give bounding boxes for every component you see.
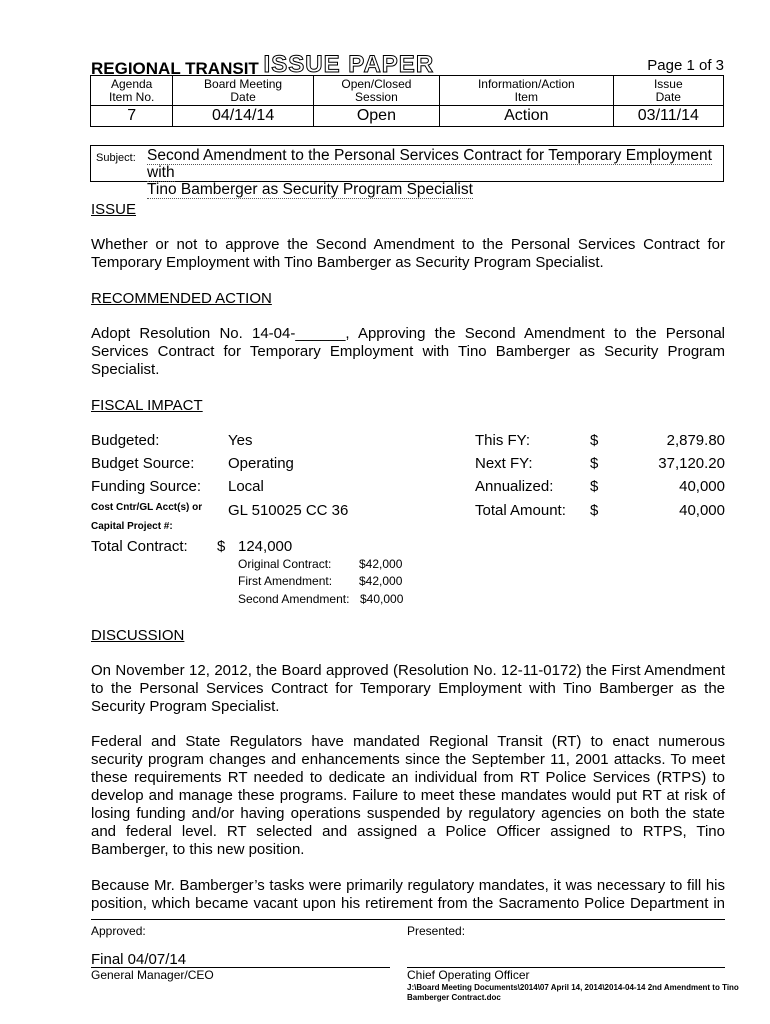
file-path: J:\Board Meeting Documents\2014\07 April 14, 2014\2014-04-14 2nd Amendment to Tino Bamberger Contract.doc (407, 983, 739, 1002)
subject-label: Subject: (96, 152, 136, 164)
total-amount-value: 40,000 (679, 502, 725, 519)
value-board-date: 04/14/14 (173, 106, 313, 127)
value-info-action: Action (440, 106, 614, 127)
funding-source-value: Local (228, 478, 264, 495)
original-contract-label: Original Contract: (238, 557, 332, 571)
next-fy-label: Next FY: (475, 455, 533, 472)
subject-box (90, 145, 724, 198)
coo-title: Chief Operating Officer (407, 968, 530, 982)
presented-label: Presented: (407, 924, 466, 938)
next-fy-value: 37,120.20 (658, 455, 725, 472)
label-session: Open/Closed Session (313, 76, 439, 106)
final-date: Final 04/07/14 (91, 951, 187, 968)
annualized-label: Annualized: (475, 478, 554, 495)
currency-symbol: $ (590, 455, 599, 472)
discussion-paragraph-3: Because Mr. Bamberger’s tasks were primarily regulatory mandates, it was necessary to fill his position, which became vacant upon his retirement from the Sacramento Police Department in (91, 877, 725, 912)
footer-divider (91, 919, 725, 920)
page-number: Page 1 of 3 (647, 57, 724, 74)
recommended-heading: RECOMMENDED ACTION (91, 290, 272, 307)
label-info-action: Information/Action Item (440, 76, 614, 106)
cost-center-value: GL 510025 CC 36 (228, 502, 349, 519)
title-outline: ISSUE PAPER (263, 51, 435, 78)
value-issue-date: 03/11/14 (613, 106, 723, 127)
recommended-text: Adopt Resolution No. 14-04-______, Approving the Second Amendment to the Personal Services Contract for Temporary Employment with Tino Bamberger as Security Program Specialist. (91, 325, 725, 378)
total-amount-label: Total Amount: (475, 502, 566, 519)
discussion-heading: DISCUSSION (91, 627, 185, 644)
funding-source-label: Funding Source: (91, 478, 202, 495)
second-amendment-value: $40,000 (360, 592, 404, 606)
currency-symbol: $ (590, 478, 599, 495)
currency-symbol: $ (590, 432, 599, 449)
this-fy-label: This FY: (475, 432, 531, 449)
original-contract-value: $42,000 (359, 557, 403, 571)
total-contract-value: 124,000 (238, 538, 293, 555)
currency-symbol: $ (590, 502, 599, 519)
discussion-paragraph-1: On November 12, 2012, the Board approved (Resolution No. 12-11-0172) the First Amendment to the Personal Services Contract for Temporary Employment with Tino Bamberger as the Security Program Specialist. (91, 662, 725, 715)
label-issue-date: Issue Date (613, 76, 723, 106)
label-agenda: Agenda Item No. (91, 76, 173, 106)
value-agenda: 7 (91, 106, 173, 127)
cost-center-label: Cost Cntr/GL Acct(s) or (91, 502, 203, 513)
total-contract-label: Total Contract: (91, 538, 188, 555)
first-amendment-value: $42,000 (359, 574, 403, 588)
second-amendment-label: Second Amendment: (238, 592, 350, 606)
budget-source-label: Budget Source: (91, 455, 195, 472)
subject-text: Second Amendment to the Personal Services Contract for Temporary Employment with Tino Bamberger as Security Program Specialist (147, 147, 712, 198)
label-board-date: Board Meeting Date (173, 76, 313, 106)
budgeted-value: Yes (228, 432, 253, 449)
budgeted-label: Budgeted: (91, 432, 160, 449)
capital-project-label: Capital Project #: (91, 521, 173, 532)
annualized-value: 40,000 (679, 478, 725, 495)
total-contract-currency: $ (217, 538, 226, 555)
approved-label: Approved: (91, 924, 146, 938)
gm-title: General Manager/CEO (91, 968, 214, 982)
budget-source-value: Operating (228, 455, 294, 472)
first-amendment-label: First Amendment: (238, 574, 333, 588)
value-session: Open (313, 106, 439, 127)
meta-table (90, 75, 724, 127)
title-plain: REGIONAL TRANSIT (91, 59, 259, 78)
issue-heading: ISSUE (91, 201, 137, 218)
this-fy-value: 2,879.80 (666, 432, 725, 449)
discussion-paragraph-2: Federal and State Regulators have mandated Regional Transit (RT) to enact numerous security program changes and enhancements since the September 11, 2001 attacks. To meet these requirements RT needed to dedicate an individual from RT Police Services (RTPS) to develop and manage these programs. Failure to meet these mandates would put RT at risk of losing funding and/or having operations suspended by regulatory agencies on both the state and federal level. RT selected and assigned a Police Officer assigned to RTPS, Tino Bamberger, to this new position. (91, 733, 725, 858)
fiscal-heading: FISCAL IMPACT (91, 397, 203, 414)
issue-text: Whether or not to approve the Second Amendment to the Personal Services Contract for Temporary Employment with Tino Bamberger as Security Program Specialist. (91, 236, 725, 271)
